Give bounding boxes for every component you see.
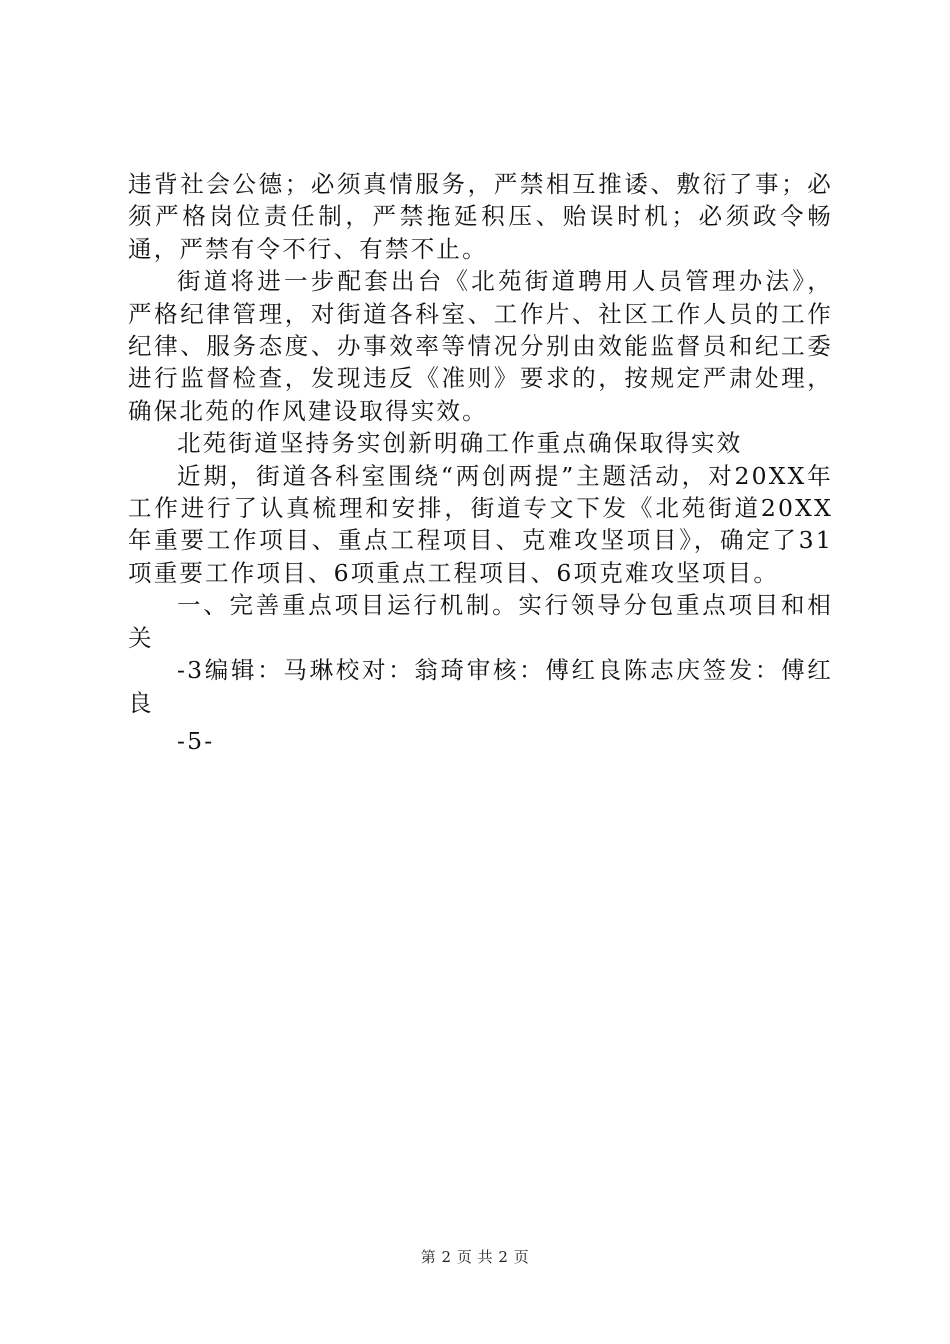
paragraph-continuation: 违背社会公德；必须真情服务，严禁相互推诿、敷衍了事；必须严格岗位责任制，严禁拖延积压、贻误时机；必须政令畅通，严禁有令不行、有禁不止。: [128, 170, 833, 263]
paragraph-work-projects: 近期，街道各科室围绕“两创两提”主题活动，对20XX年工作进行了认真梳理和安排，街道专文下发《北苑街道20XX年重要工作项目、重点工程项目、克难攻坚项目》，确定了31项重要工作项目、6项重点工程项目、6项克难攻坚项目。: [128, 461, 833, 587]
paragraph-management-measures: 街道将进一步配套出台《北苑街道聘用人员管理办法》，严格纪律管理，对街道各科室、工作片、社区工作人员的工作纪律、服务态度、办事效率等情况分别由效能监督员和纪工委进行监督检查，发现违反《准则》要求的，按规定严肃处理，确保北苑的作风建设取得实效。: [128, 267, 833, 425]
section-heading: 北苑街道坚持务实创新明确工作重点确保取得实效: [177, 429, 743, 458]
paragraph-item-one: 一、完善重点项目运行机制。实行领导分包重点项目和相关: [128, 591, 833, 652]
inner-page-number: -5-: [177, 726, 215, 755]
editor-credits: -3编辑：马琳校对：翁琦审核：傅红良陈志庆签发：傅红良: [128, 656, 833, 717]
document-body: [128, 168, 833, 757]
page-footer: 第 2 页 共 2 页: [420, 1248, 530, 1266]
